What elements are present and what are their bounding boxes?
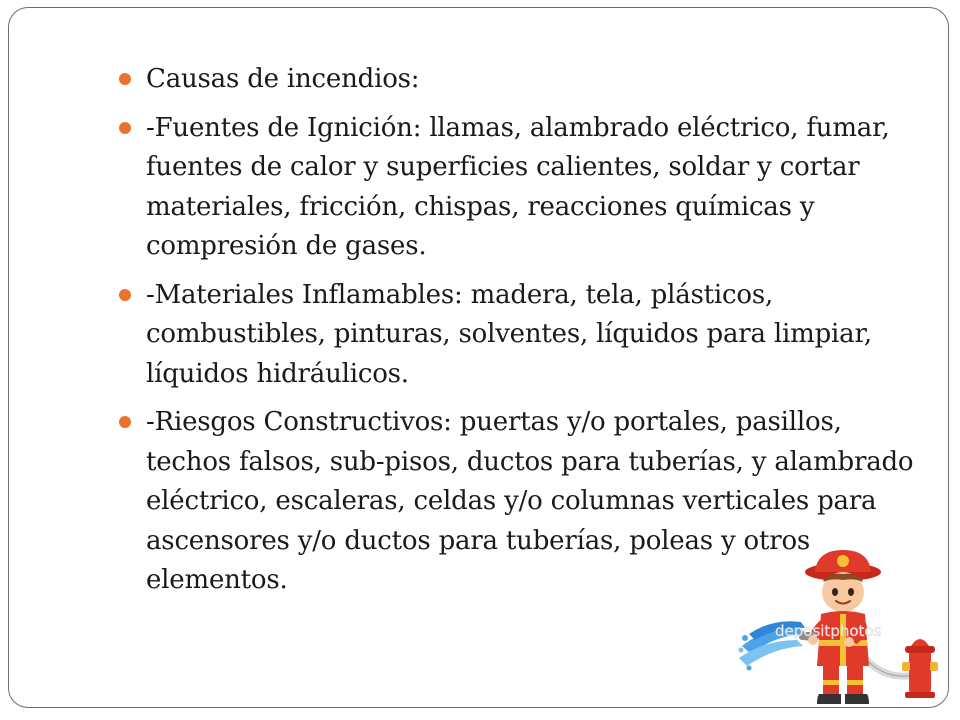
slide-frame (8, 7, 949, 708)
bullet-dot-icon (119, 416, 131, 428)
bullet-item-causas (119, 60, 919, 100)
bullet-dot-icon (119, 73, 131, 85)
bullet-dot-icon (119, 289, 131, 301)
bullet-item-materiales-inflamables (119, 276, 919, 395)
fire-hydrant-icon (902, 639, 938, 698)
bullet-item-fuentes-ignicion (119, 109, 919, 267)
bullet-text: -Materiales Inflamables: madera, tela, plásticos, combustibles, pinturas, solventes, líquidos para limpiar, líquidos hidráulicos. (146, 279, 872, 389)
firefighter-with-hose-icon (737, 548, 947, 708)
watermark-text: depositphotos (775, 622, 882, 640)
bullet-text: -Riesgos Constructivos: puertas y/o portales, pasillos, techos falsos, sub-pisos, ductos para tuberías, y alambrado eléctrico, escaleras, celdas y/o columnas verticales para ascensores y/o ductos para tuberías, poleas y otros elementos. (146, 407, 914, 595)
bullet-dot-icon (119, 122, 131, 134)
bullet-text: Causas de incendios: (146, 64, 420, 94)
bullet-text: -Fuentes de Ignición: llamas, alambrado eléctrico, fumar, fuentes de calor y superficies calientes, soldar y cortar materiales, fricción, chispas, reacciones químicas y compresión de gases. (146, 112, 890, 261)
bullet-list (119, 60, 919, 610)
